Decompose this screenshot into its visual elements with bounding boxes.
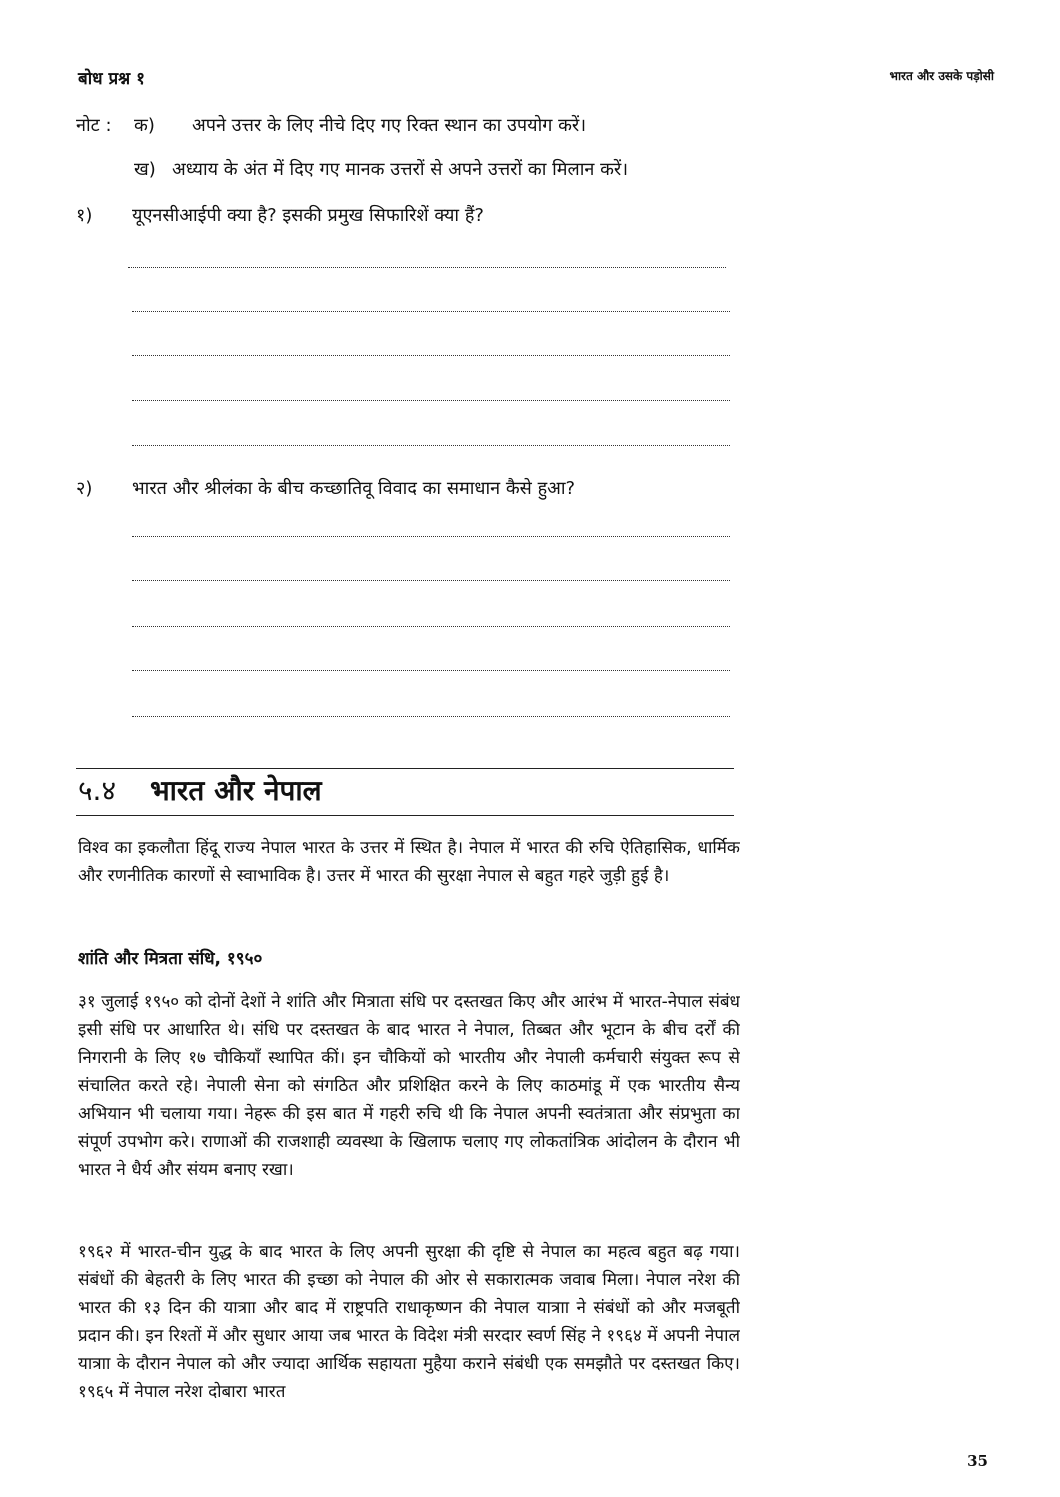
note-item-a: अपने उत्तर के लिए नीचे दिए गए रिक्त स्थान का उपयोग करें। — [192, 115, 587, 136]
answer-line[interactable] — [132, 716, 730, 717]
intro-paragraph: विश्व का इकलौता हिंदू राज्य नेपाल भारत के उत्तर में स्थित है। नेपाल में भारत की रुचि ऐतिहासिक, धार्मिक और रणनीतिक कारणों से स्वाभाविक है। उत्तर में भारत की सुरक्षा नेपाल से बहुत गहरे जुड़ी हुई है। — [78, 838, 740, 886]
running-head: भारत और उसके पड़ोसी — [889, 69, 994, 83]
section-title: भारत और नेपाल — [150, 774, 322, 807]
answer-line[interactable] — [132, 626, 730, 627]
answer-line[interactable] — [132, 355, 730, 356]
section-number: ५.४ — [78, 774, 117, 807]
page-title: बोध प्रश्न १ — [78, 69, 145, 89]
page-number: 35 — [967, 1452, 988, 1470]
note-item-a-marker: क) — [134, 115, 155, 136]
body-paragraph: १९६२ में भारत-चीन युद्ध के बाद भारत के लिए अपनी सुरक्षा की दृष्टि से नेपाल का महत्व बहुत बढ़ गया। संबंधों की बेहतरी के लिए भारत की इच्छा को नेपाल की ओर से सकारात्मक जवाब मिला। नेपाल नरेश की भारत की १३ दिन की यात्राा और बाद में राष्ट्रपति राधाकृष्णन की नेपाल यात्राा ने संबंधों को और मजबूती प्रदान की। इन रिश्तों में और सुधार आया जब भारत के विदेश मंत्री सरदार स्वर्ण सिंह ने १९६४ में अपनी नेपाल यात्राा के दौरान नेपाल को और ज्यादा आर्थिक सहायता मुहैया कराने संबंधी एक समझौते पर दस्तखत किए। १९६५ में नेपाल नरेश दोबारा भारत — [78, 1242, 740, 1402]
answer-line[interactable] — [128, 267, 726, 268]
section-rule-bottom — [76, 815, 734, 816]
answer-line[interactable] — [132, 580, 730, 581]
question-1-text: यूएनसीआईपी क्या है? इसकी प्रमुख सिफारिशें क्या हैं? — [132, 205, 484, 226]
answer-line[interactable] — [132, 670, 730, 671]
note-label: नोट : — [76, 115, 112, 136]
answer-line[interactable] — [132, 536, 730, 537]
section-rule-top — [76, 768, 734, 769]
note-item-b: अध्याय के अंत में दिए गए मानक उत्तरों से अपने उत्तरों का मिलान करें। — [172, 159, 629, 180]
subheading: शांति और मित्रता संधि, १९५० — [78, 949, 263, 969]
answer-line[interactable] — [132, 400, 730, 401]
answer-line[interactable] — [132, 445, 730, 446]
note-item-b-marker: ख) — [134, 159, 156, 180]
question-2-number: २) — [76, 478, 93, 499]
body-paragraph: ३१ जुलाई १९५० को दोनों देशों ने शांति और मित्राता संधि पर दस्तखत किए और आरंभ में भारत-नेपाल संबंध इसी संधि पर आधारित थे। संधि पर दस्तखत के बाद भारत ने नेपाल, तिब्बत और भूटान के बीच दर्रों की निगरानी के लिए १७ चौकियाँ स्थापित कीं। इन चौकियों को भारतीय और नेपाली कर्मचारी संयुक्त रूप से संचालित करते रहे। नेपाली सेना को संगठित और प्रशिक्षित करने के लिए काठमांडू में एक भारतीय सैन्य अभियान भी चलाया गया। नेहरू की इस बात में गहरी रुचि थी कि नेपाल अपनी स्वतंत्राता और संप्रभुता का संपूर्ण उपभोग करे। राणाओं की राजशाही व्यवस्था के खिलाफ चलाए गए लोकतांत्रिक आंदोलन के दौरान भी भारत ने धैर्य और संयम बनाए रखा। — [78, 992, 740, 1180]
question-2-text: भारत और श्रीलंका के बीच कच्छातिवू विवाद का समाधान कैसे हुआ? — [132, 478, 576, 499]
answer-line[interactable] — [132, 311, 730, 312]
question-1-number: १) — [76, 205, 93, 226]
